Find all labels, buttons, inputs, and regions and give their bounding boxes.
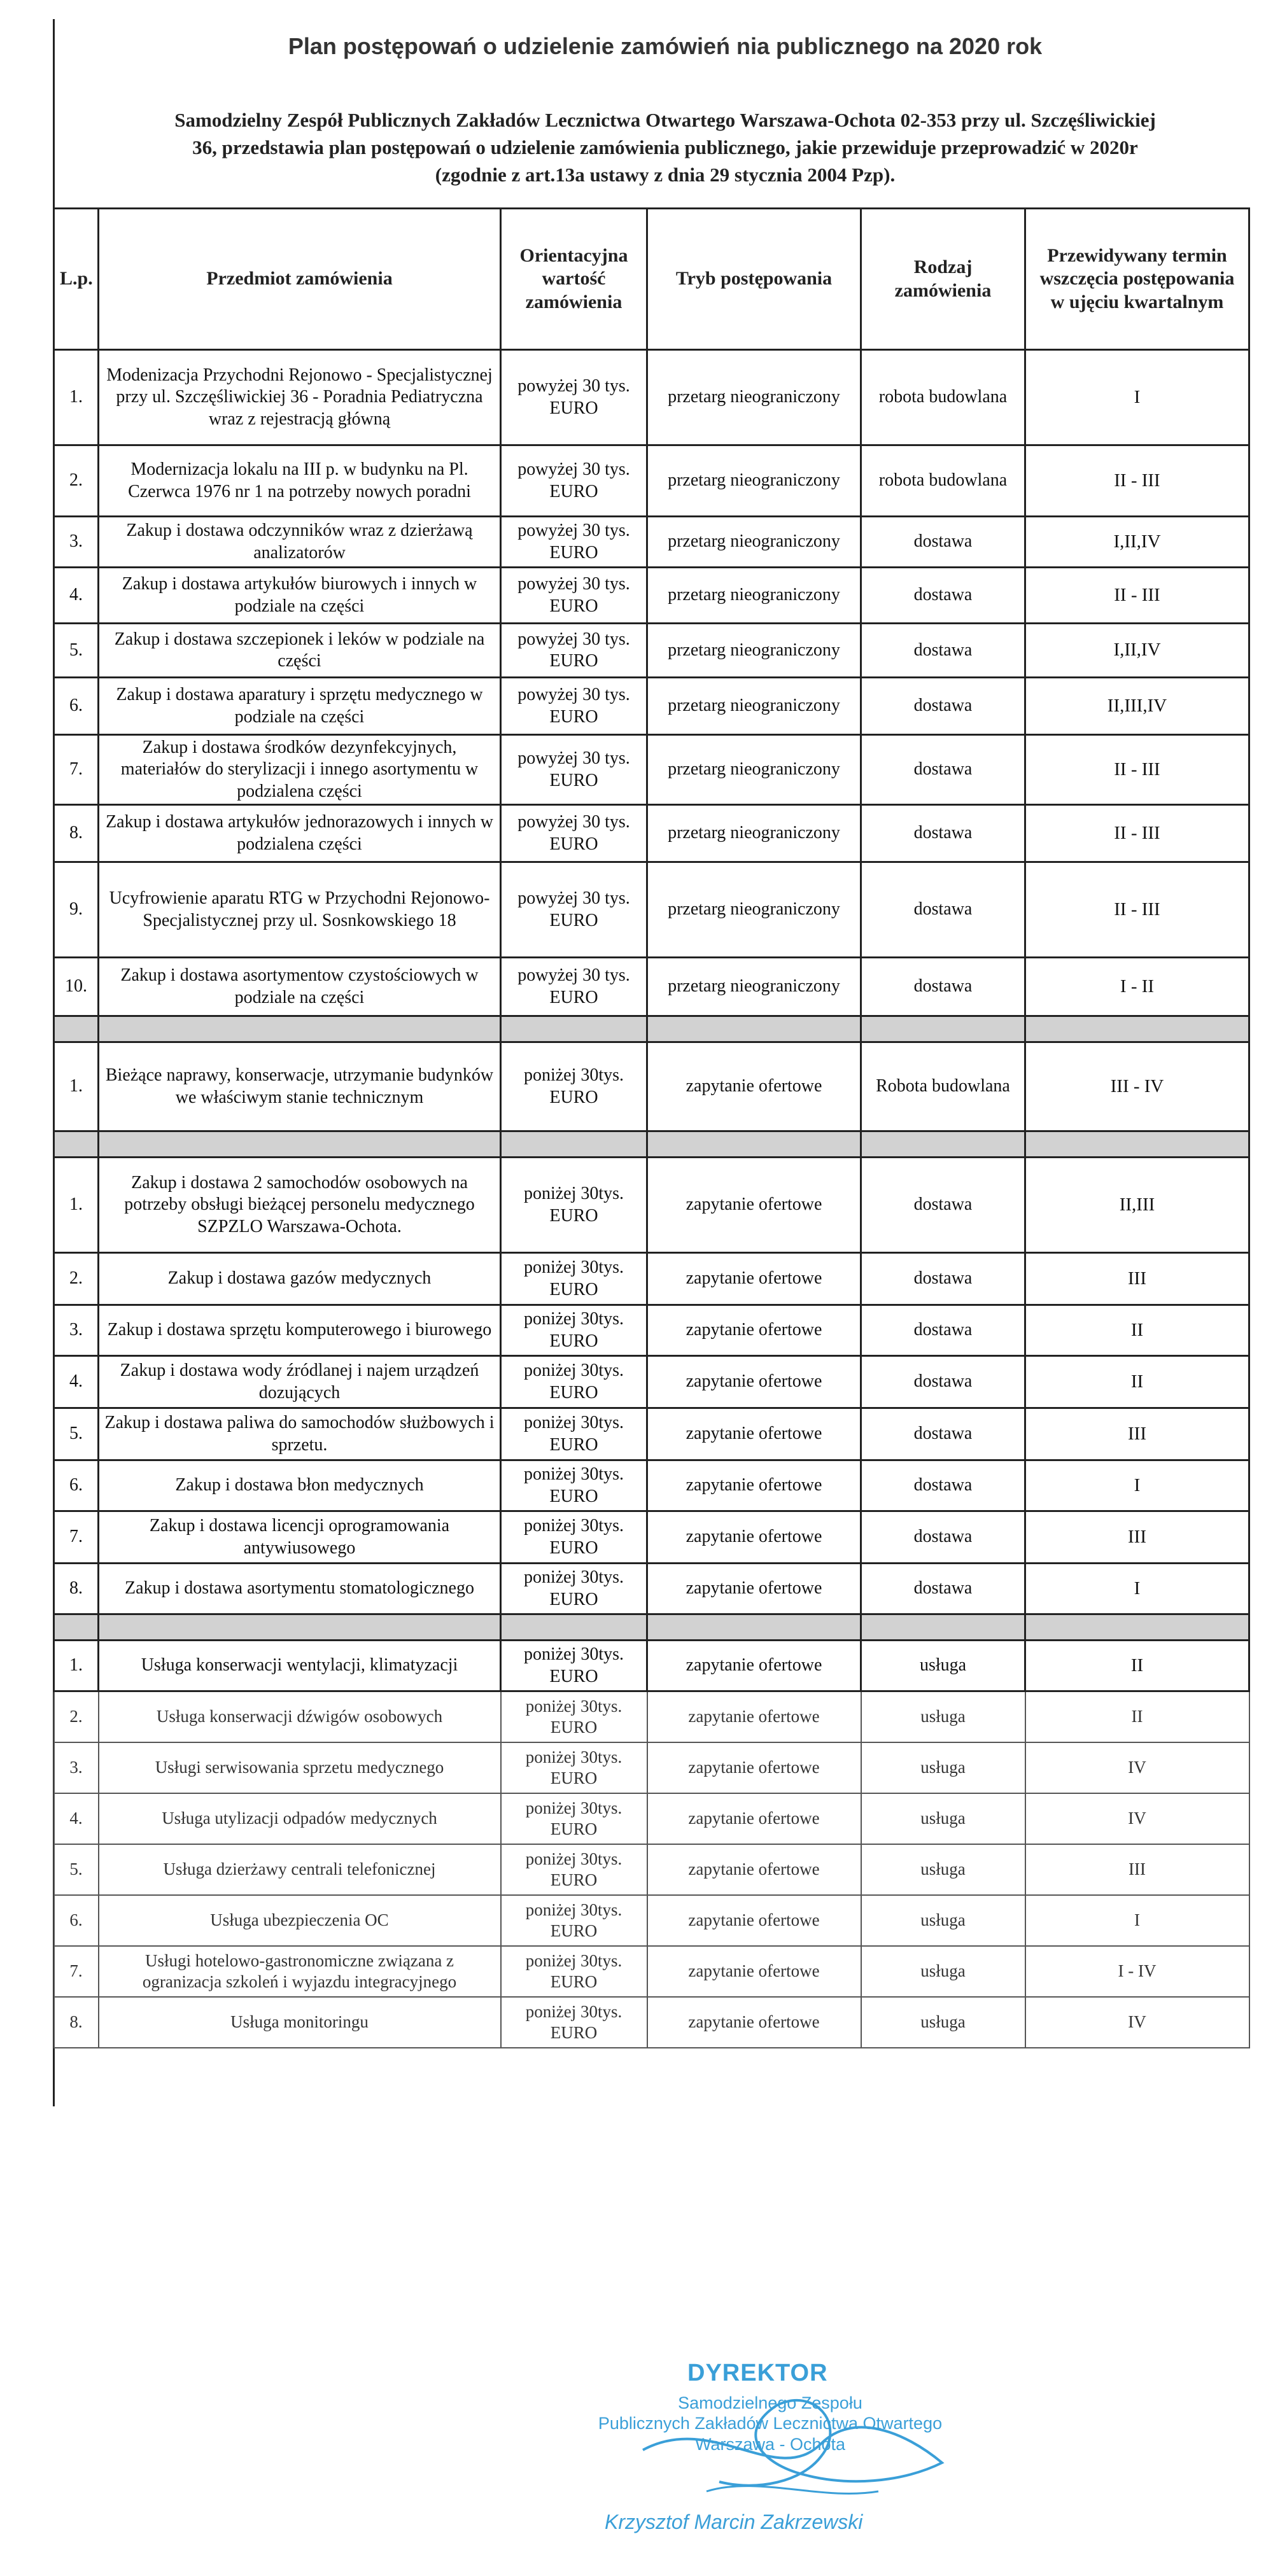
separator-cell: [1025, 1131, 1249, 1158]
table-row: [54, 445, 1249, 517]
cell-subject: Zakup i dostawa paliwa do samochodów służbowych i sprzetu.: [99, 1408, 501, 1460]
cell-lp: 3.: [54, 1742, 99, 1793]
header-kind: Rodzaj zamówienia: [861, 209, 1025, 350]
cell-kind: dostawa: [861, 958, 1025, 1016]
cell-term: I,II,IV: [1025, 624, 1249, 678]
cell-subject: Zakup i dostawa gazów medycznych: [99, 1253, 501, 1305]
cell-subject: Usługa konserwacji dźwigów osobowych: [99, 1691, 501, 1742]
cell-lp: 3.: [54, 517, 99, 568]
cell-kind: dostawa: [861, 1408, 1025, 1460]
cell-term: I: [1025, 350, 1249, 445]
cell-kind: dostawa: [861, 517, 1025, 568]
cell-subject: Zakup i dostawa licencji oprogramowania antywiusowego: [99, 1511, 501, 1564]
cell-subject: Modenizacja Przychodni Rejonowo - Specjalistycznej przy ul. Szczęśliwickiej 36 - Poradnia Pediatryczna wraz z rejestracją główną: [99, 350, 501, 445]
cell-kind: dostawa: [861, 678, 1025, 735]
table-row: [54, 1895, 1249, 1946]
cell-mode: zapytanie ofertowe: [647, 1997, 861, 2048]
director-signature-stamp: [547, 2355, 1018, 2565]
cell-value: poniżej 30tys. EURO: [501, 1946, 647, 1997]
cell-term: III: [1025, 1408, 1249, 1460]
cell-subject: Usługa ubezpieczenia OC: [99, 1895, 501, 1946]
cell-lp: 1.: [54, 1158, 99, 1253]
cell-kind: dostawa: [861, 1253, 1025, 1305]
cell-kind: usługa: [861, 1946, 1025, 1997]
cell-kind: Robota budowlana: [861, 1042, 1025, 1131]
intro-line: (zgodnie z art.13a ustawy z dnia 29 stycznia 2004 Pzp).: [435, 163, 896, 186]
table-row: [54, 1042, 1249, 1131]
cell-subject: Zakup i dostawa sprzętu komputerowego i biurowego: [99, 1305, 501, 1356]
table-row: [54, 678, 1249, 735]
cell-kind: usługa: [861, 1691, 1025, 1742]
cell-term: II,III,IV: [1025, 678, 1249, 735]
cell-value: poniżej 30tys. EURO: [501, 1305, 647, 1356]
cell-lp: 10.: [54, 958, 99, 1016]
cell-value: poniżej 30tys. EURO: [501, 1997, 647, 2048]
cell-term: II: [1025, 1305, 1249, 1356]
cell-value: powyżej 30 tys. EURO: [501, 350, 647, 445]
cell-value: poniżej 30tys. EURO: [501, 1158, 647, 1253]
cell-kind: usługa: [861, 1895, 1025, 1946]
table-row: [54, 1946, 1249, 1997]
cell-lp: 6.: [54, 678, 99, 735]
cell-kind: dostawa: [861, 1305, 1025, 1356]
signature-org-line: Warszawa - Ochota: [694, 2434, 846, 2454]
cell-mode: przetarg nieograniczony: [647, 958, 861, 1016]
cell-kind: usługa: [861, 1844, 1025, 1895]
cell-term: II - III: [1025, 445, 1249, 517]
cell-kind: dostawa: [861, 568, 1025, 624]
signature-title: DYREKTOR: [687, 2360, 828, 2386]
cell-mode: przetarg nieograniczony: [647, 350, 861, 445]
cell-subject: Zakup i dostawa wody źródlanej i najem urządzeń dozujących: [99, 1356, 501, 1408]
cell-term: I: [1025, 1460, 1249, 1511]
cell-kind: dostawa: [861, 1511, 1025, 1564]
signature-name: Krzysztof Marcin Zakrzewski: [605, 2510, 863, 2533]
table-row: [54, 805, 1249, 862]
table-header-row: [54, 209, 1249, 350]
cell-term: I: [1025, 1564, 1249, 1614]
procurement-plan-table: [53, 207, 1250, 2048]
cell-subject: Zakup i dostawa artykułów jednorazowych i innych w podzialena części: [99, 805, 501, 862]
separator-cell: [99, 1614, 501, 1641]
header-lp: L.p.: [54, 209, 99, 350]
cell-kind: robota budowlana: [861, 445, 1025, 517]
cell-lp: 1.: [54, 1042, 99, 1131]
signature-organization: [573, 2393, 967, 2454]
table-row: [54, 1158, 1249, 1253]
cell-mode: przetarg nieograniczony: [647, 735, 861, 805]
cell-kind: usługa: [861, 1742, 1025, 1793]
cell-subject: Zakup i dostawa środków dezynfekcyjnych, materiałów do sterylizacji i innego asortymentu w podzialena części: [99, 735, 501, 805]
cell-value: poniżej 30tys. EURO: [501, 1042, 647, 1131]
cell-lp: 4.: [54, 568, 99, 624]
cell-term: IV: [1025, 1742, 1249, 1793]
cell-lp: 6.: [54, 1460, 99, 1511]
cell-mode: zapytanie ofertowe: [647, 1460, 861, 1511]
cell-mode: zapytanie ofertowe: [647, 1641, 861, 1691]
separator-cell: [501, 1016, 647, 1042]
table-row: [54, 1305, 1249, 1356]
separator-cell: [647, 1131, 861, 1158]
cell-subject: Zakup i dostawa aparatury i sprzętu medycznego w podziale na części: [99, 678, 501, 735]
cell-mode: przetarg nieograniczony: [647, 678, 861, 735]
cell-subject: Zakup i dostawa szczepionek i leków w podziale na części: [99, 624, 501, 678]
cell-kind: dostawa: [861, 1460, 1025, 1511]
cell-value: poniżej 30tys. EURO: [501, 1793, 647, 1844]
separator-cell: [99, 1016, 501, 1042]
table-body: [54, 350, 1249, 2048]
table-row: [54, 958, 1249, 1016]
separator-cell: [1025, 1614, 1249, 1641]
cell-term: II - III: [1025, 568, 1249, 624]
table-row: [54, 1641, 1249, 1691]
cell-value: powyżej 30 tys. EURO: [501, 678, 647, 735]
cell-value: poniżej 30tys. EURO: [501, 1895, 647, 1946]
cell-term: II: [1025, 1356, 1249, 1408]
cell-term: III: [1025, 1253, 1249, 1305]
cell-value: powyżej 30 tys. EURO: [501, 862, 647, 958]
separator-cell: [1025, 1016, 1249, 1042]
cell-term: I: [1025, 1895, 1249, 1946]
cell-lp: 2.: [54, 445, 99, 517]
table-row: [54, 735, 1249, 805]
table-row: [54, 568, 1249, 624]
table-row: [54, 862, 1249, 958]
table-row: [54, 517, 1249, 568]
cell-value: powyżej 30 tys. EURO: [501, 958, 647, 1016]
separator-cell: [861, 1016, 1025, 1042]
cell-lp: 7.: [54, 1511, 99, 1564]
cell-subject: Usługa utylizacji odpadów medycznych: [99, 1793, 501, 1844]
page-title: Plan postępowań o udzielenie zamówień nia publicznego na 2020 rok: [288, 33, 1043, 59]
cell-value: powyżej 30 tys. EURO: [501, 735, 647, 805]
cell-subject: Modernizacja lokalu na III p. w budynku na Pl. Czerwca 1976 nr 1 na potrzeby nowych poradni: [99, 445, 501, 517]
cell-term: I - II: [1025, 958, 1249, 1016]
table-row: [54, 1844, 1249, 1895]
cell-subject: Usługa monitoringu: [99, 1997, 501, 2048]
cell-kind: dostawa: [861, 735, 1025, 805]
separator-cell: [647, 1614, 861, 1641]
cell-kind: usługa: [861, 1997, 1025, 2048]
cell-lp: 3.: [54, 1305, 99, 1356]
cell-term: IV: [1025, 1793, 1249, 1844]
cell-lp: 6.: [54, 1895, 99, 1946]
cell-lp: 5.: [54, 624, 99, 678]
cell-subject: Usługa konserwacji wentylacji, klimatyzacji: [99, 1641, 501, 1691]
cell-kind: dostawa: [861, 1356, 1025, 1408]
cell-lp: 8.: [54, 1564, 99, 1614]
cell-value: poniżej 30tys. EURO: [501, 1564, 647, 1614]
cell-term: II: [1025, 1641, 1249, 1691]
cell-term: III - IV: [1025, 1042, 1249, 1131]
cell-term: IV: [1025, 1997, 1249, 2048]
cell-mode: zapytanie ofertowe: [647, 1408, 861, 1460]
cell-lp: 4.: [54, 1793, 99, 1844]
cell-mode: przetarg nieograniczony: [647, 624, 861, 678]
table-row: [54, 624, 1249, 678]
cell-mode: zapytanie ofertowe: [647, 1844, 861, 1895]
cell-value: poniżej 30tys. EURO: [501, 1356, 647, 1408]
cell-lp: 1.: [54, 350, 99, 445]
table-row: [54, 1564, 1249, 1614]
table-row: [54, 1460, 1249, 1511]
cell-subject: Usługi hotelowo-gastronomiczne związana z ogranizacja szkoleń i wyjazdu integracyjnego: [99, 1946, 501, 1997]
cell-term: II - III: [1025, 735, 1249, 805]
cell-subject: Zakup i dostawa odczynników wraz z dzierżawą analizatorów: [99, 517, 501, 568]
cell-value: poniżej 30tys. EURO: [501, 1511, 647, 1564]
cell-term: II - III: [1025, 805, 1249, 862]
cell-kind: dostawa: [861, 624, 1025, 678]
cell-lp: 1.: [54, 1641, 99, 1691]
cell-value: powyżej 30 tys. EURO: [501, 568, 647, 624]
cell-mode: zapytanie ofertowe: [647, 1742, 861, 1793]
cell-value: powyżej 30 tys. EURO: [501, 445, 647, 517]
cell-value: poniżej 30tys. EURO: [501, 1844, 647, 1895]
cell-lp: 5.: [54, 1844, 99, 1895]
cell-lp: 2.: [54, 1691, 99, 1742]
cell-mode: zapytanie ofertowe: [647, 1511, 861, 1564]
cell-value: poniżej 30tys. EURO: [501, 1641, 647, 1691]
header-mode: Tryb postępowania: [647, 209, 861, 350]
section-separator: [54, 1614, 1249, 1641]
cell-lp: 8.: [54, 805, 99, 862]
cell-subject: Bieżące naprawy, konserwacje, utrzymanie budynków we właściwym stanie technicznym: [99, 1042, 501, 1131]
cell-mode: zapytanie ofertowe: [647, 1691, 861, 1742]
cell-lp: 7.: [54, 735, 99, 805]
cell-mode: zapytanie ofertowe: [647, 1356, 861, 1408]
cell-mode: zapytanie ofertowe: [647, 1946, 861, 1997]
cell-subject: Zakup i dostawa 2 samochodów osobowych na potrzeby obsługi bieżącej personelu medycznego SZPZLO Warszawa-Ochota.: [99, 1158, 501, 1253]
cell-value: powyżej 30 tys. EURO: [501, 624, 647, 678]
cell-lp: 7.: [54, 1946, 99, 1997]
header-term: Przewidywany termin wszczęcia postępowania w ujęciu kwartalnym: [1025, 209, 1249, 350]
cell-kind: dostawa: [861, 862, 1025, 958]
cell-term: II: [1025, 1691, 1249, 1742]
section-separator: [54, 1016, 1249, 1042]
cell-subject: Zakup i dostawa błon medycznych: [99, 1460, 501, 1511]
section-separator: [54, 1131, 1249, 1158]
cell-term: I,II,IV: [1025, 517, 1249, 568]
cell-kind: usługa: [861, 1641, 1025, 1691]
cell-subject: Usługa dzierżawy centrali telefonicznej: [99, 1844, 501, 1895]
cell-kind: robota budowlana: [861, 350, 1025, 445]
cell-term: III: [1025, 1844, 1249, 1895]
cell-mode: zapytanie ofertowe: [647, 1895, 861, 1946]
separator-cell: [54, 1131, 99, 1158]
cell-subject: Zakup i dostawa asortymentow czystościowych w podziale na części: [99, 958, 501, 1016]
cell-subject: Zakup i dostawa artykułów biurowych i innych w podziale na części: [99, 568, 501, 624]
cell-mode: zapytanie ofertowe: [647, 1042, 861, 1131]
table-row: [54, 1408, 1249, 1460]
cell-mode: zapytanie ofertowe: [647, 1158, 861, 1253]
cell-lp: 4.: [54, 1356, 99, 1408]
cell-value: poniżej 30tys. EURO: [501, 1691, 647, 1742]
cell-kind: dostawa: [861, 805, 1025, 862]
table-row: [54, 1253, 1249, 1305]
cell-mode: przetarg nieograniczony: [647, 862, 861, 958]
cell-mode: zapytanie ofertowe: [647, 1305, 861, 1356]
table-row: [54, 1691, 1249, 1742]
cell-kind: dostawa: [861, 1564, 1025, 1614]
separator-cell: [861, 1131, 1025, 1158]
table-row: [54, 1742, 1249, 1793]
intro-paragraph: [57, 107, 1273, 188]
separator-cell: [861, 1614, 1025, 1641]
cell-term: III: [1025, 1511, 1249, 1564]
cell-mode: przetarg nieograniczony: [647, 445, 861, 517]
cell-kind: usługa: [861, 1793, 1025, 1844]
cell-value: powyżej 30 tys. EURO: [501, 805, 647, 862]
intro-line: 36, przedstawia plan postępowań o udzielenie zamówienia publicznego, jakie przewiduje przeprowadzić w 2020r: [192, 136, 1138, 158]
cell-mode: przetarg nieograniczony: [647, 805, 861, 862]
cell-mode: zapytanie ofertowe: [647, 1793, 861, 1844]
cell-value: poniżej 30tys. EURO: [501, 1408, 647, 1460]
separator-cell: [501, 1614, 647, 1641]
header-value: Orientacyjna wartość zamówienia: [501, 209, 647, 350]
cell-mode: zapytanie ofertowe: [647, 1253, 861, 1305]
cell-mode: przetarg nieograniczony: [647, 568, 861, 624]
cell-lp: 9.: [54, 862, 99, 958]
cell-subject: Ucyfrowienie aparatu RTG w Przychodni Rejonowo-Specjalistycznej przy ul. Sosnkowskiego 18: [99, 862, 501, 958]
signature-org-line: Samodzielnego Zespołu: [678, 2393, 862, 2412]
cell-term: I - IV: [1025, 1946, 1249, 1997]
cell-value: poniżej 30tys. EURO: [501, 1742, 647, 1793]
cell-mode: przetarg nieograniczony: [647, 517, 861, 568]
table-row: [54, 1793, 1249, 1844]
table-row: [54, 350, 1249, 445]
cell-lp: 5.: [54, 1408, 99, 1460]
signature-org-line: Publicznych Zakładów Lecznictwa Otwartego: [598, 2414, 943, 2433]
cell-subject: Zakup i dostawa asortymentu stomatologicznego: [99, 1564, 501, 1614]
separator-cell: [99, 1131, 501, 1158]
header-subject: Przedmiot zamówienia: [99, 209, 501, 350]
separator-cell: [54, 1614, 99, 1641]
separator-cell: [54, 1016, 99, 1042]
cell-lp: 2.: [54, 1253, 99, 1305]
cell-kind: dostawa: [861, 1158, 1025, 1253]
table-row: [54, 1997, 1249, 2048]
separator-cell: [647, 1016, 861, 1042]
table-row: [54, 1356, 1249, 1408]
cell-mode: zapytanie ofertowe: [647, 1564, 861, 1614]
separator-cell: [501, 1131, 647, 1158]
cell-value: powyżej 30 tys. EURO: [501, 517, 647, 568]
table-row: [54, 1511, 1249, 1564]
cell-term: II - III: [1025, 862, 1249, 958]
cell-lp: 8.: [54, 1997, 99, 2048]
cell-value: poniżej 30tys. EURO: [501, 1253, 647, 1305]
intro-line: Samodzielny Zespół Publicznych Zakładów Lecznictwa Otwartego Warszawa-Ochota 02-353 przy ul. Szczęśliwickiej: [174, 109, 1156, 131]
cell-subject: Usługi serwisowania sprzetu medycznego: [99, 1742, 501, 1793]
cell-value: poniżej 30tys. EURO: [501, 1460, 647, 1511]
cell-term: II,III: [1025, 1158, 1249, 1253]
